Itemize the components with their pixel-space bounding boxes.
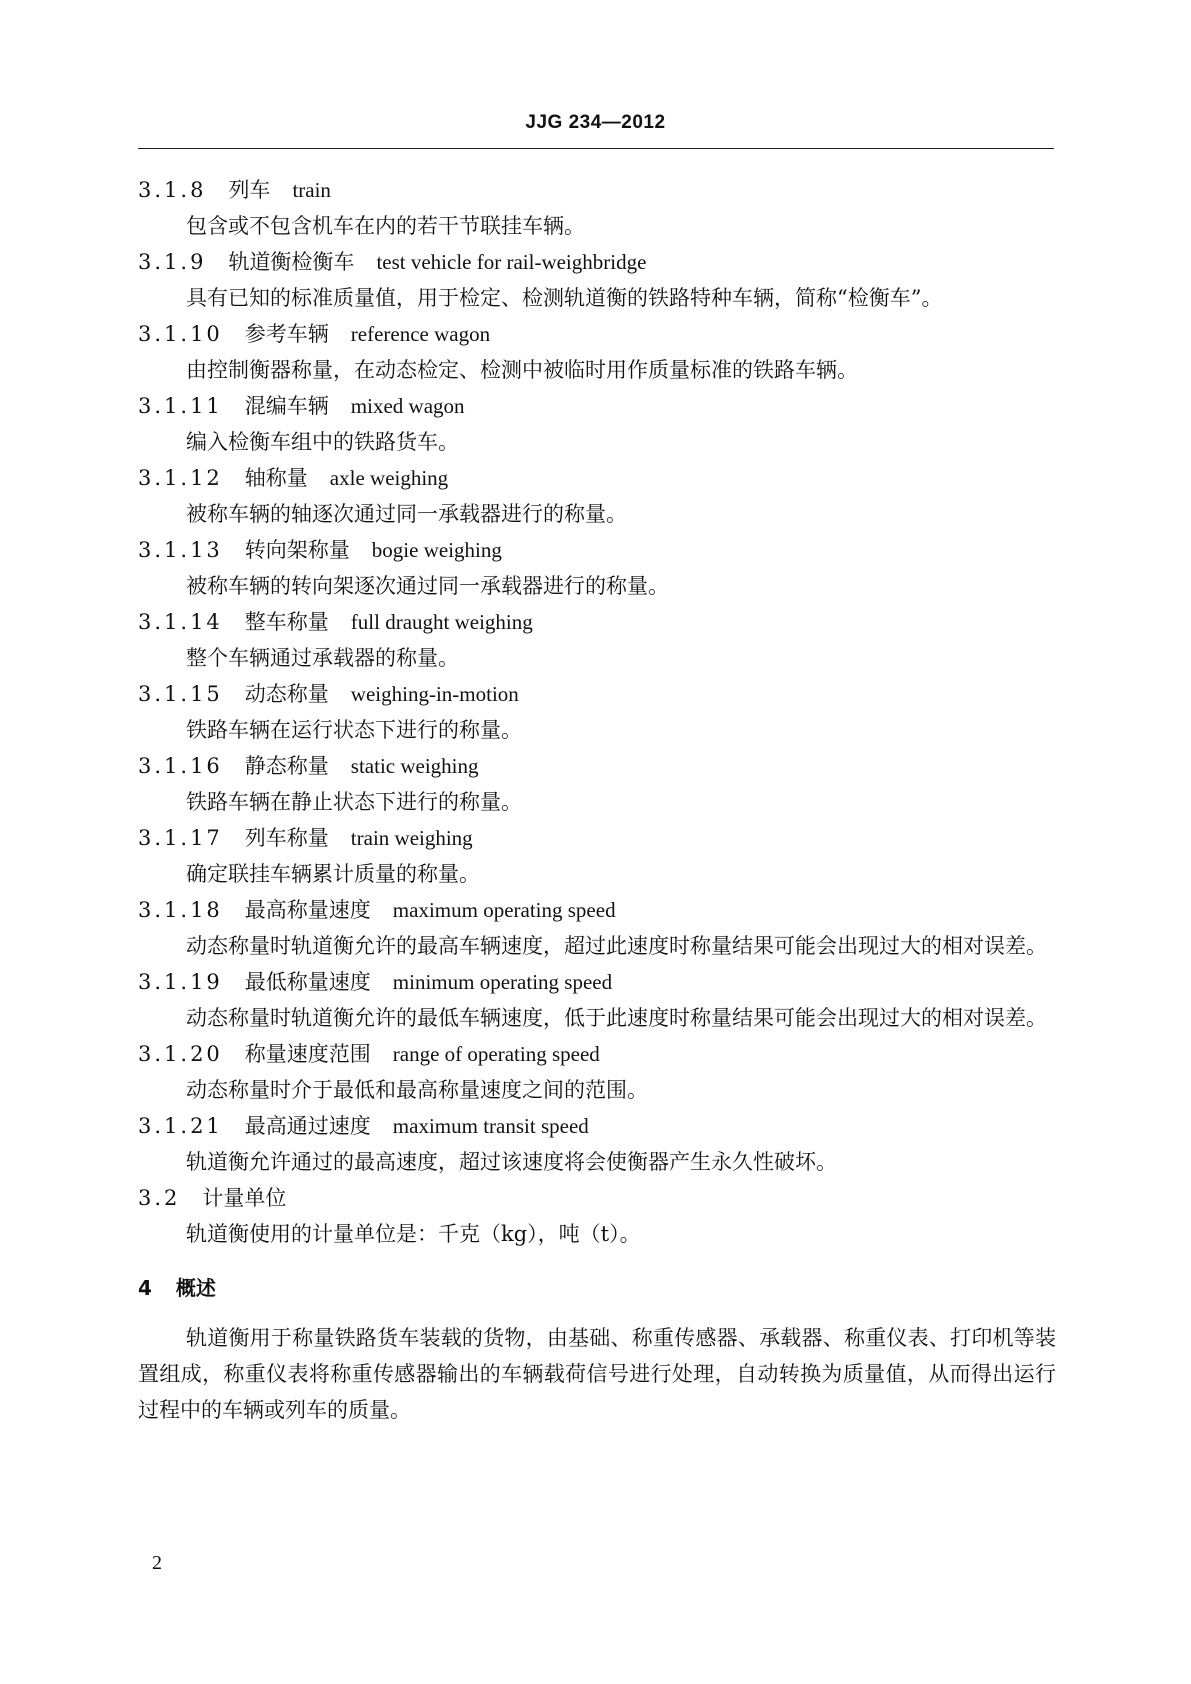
term-number: 3.1.18 (138, 898, 223, 922)
term-definition: 编入检衡车组中的铁路货车。 (186, 430, 459, 454)
term-chinese: 轨道衡检衡车 (228, 250, 355, 274)
term-english: maximum transit speed (392, 1114, 589, 1138)
header-rule (138, 148, 1054, 149)
term-number: 3.1.21 (138, 1114, 223, 1138)
term-heading (138, 460, 1056, 496)
section-4-heading (138, 1270, 1056, 1306)
terms-list (138, 172, 1056, 1180)
term-number: 3.1.13 (138, 538, 223, 562)
term-english: axle weighing (329, 466, 449, 490)
term-heading (138, 676, 1056, 712)
term-number: 3.1.12 (138, 466, 223, 490)
term-definition: 动态称量时轨道衡允许的最低车辆速度，低于此速度时称量结果可能会出现过大的相对误差。 (186, 1006, 1047, 1030)
term-chinese: 最低称量速度 (244, 970, 371, 994)
term-definition: 动态称量时轨道衡允许的最高车辆速度，超过此速度时称量结果可能会出现过大的相对误差。 (186, 934, 1047, 958)
term-english: full draught weighing (350, 610, 533, 634)
term-chinese: 最高称量速度 (244, 898, 371, 922)
term-definition: 包含或不包含机车在内的若干节联挂车辆。 (186, 214, 585, 238)
section-4-paragraph: 轨道衡用于称量铁路货车装载的货物，由基础、称重传感器、承载器、称重仪表、打印机等装置组成，称重仪表将称重传感器输出的车辆载荷信号进行处理，自动转换为质量值，从而得出运行过程中的车辆或列车的质量。 (138, 1326, 1056, 1422)
term-english: bogie weighing (371, 538, 502, 562)
term-heading (138, 892, 1056, 928)
term-number: 3.1.16 (138, 754, 223, 778)
term-definition: 铁路车辆在静止状态下进行的称量。 (186, 790, 522, 814)
term-english: reference wagon (350, 322, 491, 346)
section-number: 4 (138, 1276, 152, 1300)
term-heading (138, 172, 1056, 208)
term-english: train weighing (350, 826, 473, 850)
term-english: maximum operating speed (392, 898, 616, 922)
section-3-2-heading (138, 1180, 1056, 1216)
term-definition: 确定联挂车辆累计质量的称量。 (186, 862, 480, 886)
term-chinese: 参考车辆 (244, 322, 329, 346)
term-definition: 具有已知的标准质量值，用于检定、检测轨道衡的铁路特种车辆，简称“检衡车”。 (186, 286, 943, 310)
term-heading (138, 964, 1056, 1000)
term-chinese: 混编车辆 (244, 394, 329, 418)
term-heading (138, 316, 1056, 352)
document-header: JJG 234—2012 (525, 112, 666, 133)
term-heading (138, 388, 1056, 424)
term-english: static weighing (350, 754, 479, 778)
term-number: 3.1.15 (138, 682, 223, 706)
term-chinese: 列车称量 (244, 826, 329, 850)
section-3-2-text: 轨道衡使用的计量单位是：千克（kg），吨（t）。 (186, 1222, 641, 1246)
term-heading (138, 532, 1056, 568)
term-chinese: 静态称量 (244, 754, 329, 778)
term-chinese: 列车 (228, 178, 271, 202)
term-definition: 轨道衡允许通过的最高速度，超过该速度将会使衡器产生永久性破坏。 (186, 1150, 837, 1174)
term-number: 3.1.8 (138, 178, 207, 202)
term-chinese: 轴称量 (244, 466, 308, 490)
section-title: 概述 (175, 1276, 216, 1300)
term-number: 3.1.14 (138, 610, 223, 634)
term-chinese: 称量速度范围 (244, 1042, 371, 1066)
term-chinese: 最高通过速度 (244, 1114, 371, 1138)
term-english: train (292, 178, 331, 202)
term-english: range of operating speed (392, 1042, 600, 1066)
term-english: weighing-in-motion (350, 682, 519, 706)
term-number: 3.1.11 (138, 394, 223, 418)
term-chinese: 转向架称量 (244, 538, 350, 562)
term-heading (138, 604, 1056, 640)
section-number: 3.2 (138, 1186, 181, 1210)
page-content (138, 172, 1056, 1428)
term-heading (138, 1036, 1056, 1072)
term-number: 3.1.19 (138, 970, 223, 994)
term-definition: 整个车辆通过承载器的称量。 (186, 646, 459, 670)
term-chinese: 整车称量 (244, 610, 329, 634)
term-heading (138, 244, 1056, 280)
term-english: mixed wagon (350, 394, 465, 418)
term-number: 3.1.20 (138, 1042, 223, 1066)
term-number: 3.1.10 (138, 322, 223, 346)
term-definition: 铁路车辆在运行状态下进行的称量。 (186, 718, 522, 742)
page-number: 2 (152, 1552, 162, 1574)
term-number: 3.1.9 (138, 250, 207, 274)
term-heading (138, 1108, 1056, 1144)
term-chinese: 动态称量 (244, 682, 329, 706)
term-heading (138, 820, 1056, 856)
term-english: minimum operating speed (392, 970, 613, 994)
term-definition: 被称车辆的转向架逐次通过同一承载器进行的称量。 (186, 574, 669, 598)
term-definition: 被称车辆的轴逐次通过同一承载器进行的称量。 (186, 502, 627, 526)
section-title: 计量单位 (202, 1186, 287, 1210)
term-number: 3.1.17 (138, 826, 223, 850)
term-heading (138, 748, 1056, 784)
term-definition: 由控制衡器称量，在动态检定、检测中被临时用作质量标准的铁路车辆。 (186, 358, 858, 382)
term-english: test vehicle for rail-weighbridge (376, 250, 647, 274)
term-definition: 动态称量时介于最低和最高称量速度之间的范围。 (186, 1078, 648, 1102)
